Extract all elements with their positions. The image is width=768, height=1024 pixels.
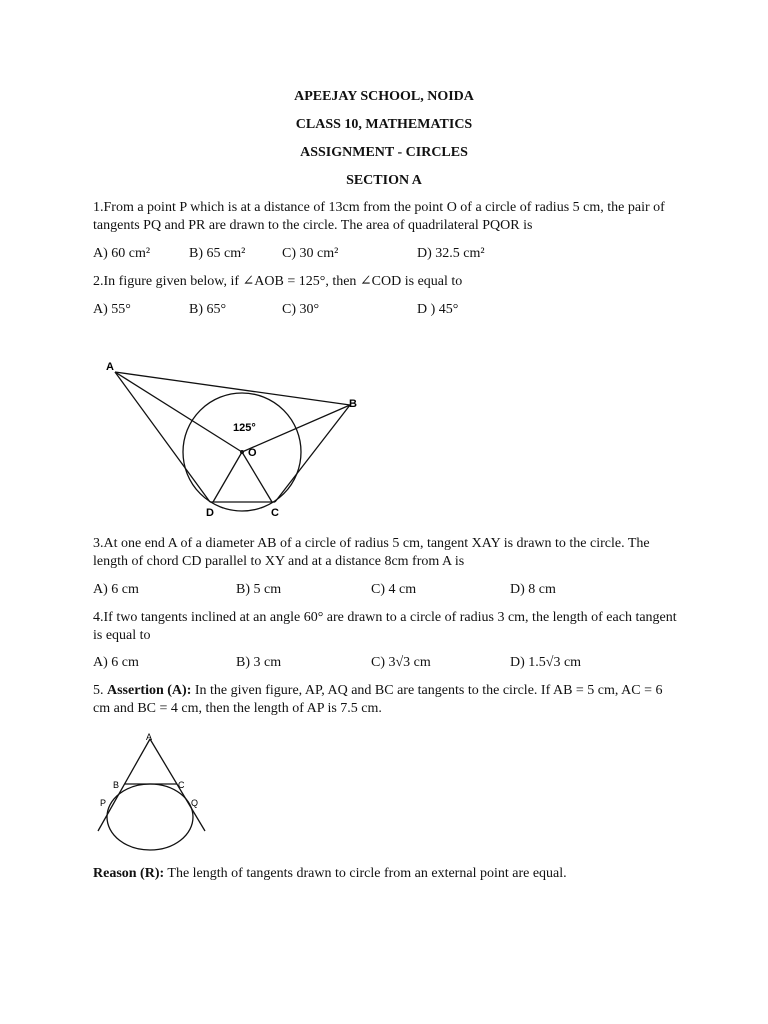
figure-2-circle <box>107 784 193 850</box>
question-2-options <box>93 301 683 319</box>
figure-1-label-d: D <box>206 507 214 519</box>
figure-tangent-triangle-diagram <box>90 728 220 858</box>
figure-1-label-o: O <box>248 447 257 459</box>
figure-1-center-point <box>240 450 244 454</box>
figure-1-segment-od <box>213 452 242 502</box>
figure-1-tangent-ad <box>115 372 210 502</box>
question-4-option-a: A) 6 cm <box>93 655 139 670</box>
figure-1-label-a: A <box>106 361 114 373</box>
question-4-option-c: C) 3√3 cm <box>371 655 431 670</box>
figure-1-label-b: B <box>349 398 357 410</box>
question-1-option-c: C) 30 cm² <box>282 246 339 261</box>
question-3-option-d: D) 8 cm <box>510 582 556 597</box>
section-title: SECTION A <box>346 173 422 188</box>
question-5-reason <box>93 865 683 883</box>
figure-2-label-c: C <box>178 780 185 790</box>
figure-1-angle-label: 125° <box>233 422 256 434</box>
question-4-option-b: B) 3 cm <box>236 655 282 670</box>
reason-text: The length of tangents drawn to circle from an external point are equal. <box>167 866 567 881</box>
figure-2-label-q: Q <box>191 798 199 808</box>
question-1-option-b: B) 65 cm² <box>189 246 246 261</box>
figure-1-tangent-ab <box>115 372 350 405</box>
assertion-label: Assertion (A): <box>107 683 192 698</box>
reason-label: Reason (R): <box>93 866 165 881</box>
figure-1-segment-ob <box>242 405 350 452</box>
question-3-text: 3.At one end A of a diameter AB of a circle of radius 5 cm, tangent XAY is drawn to the circle. The length of chord CD parallel to XY and at a distance 8cm from A is <box>93 536 650 569</box>
question-3-options <box>93 581 683 599</box>
figure-2-label-b: B <box>113 780 120 790</box>
question-1-option-a: A) 60 cm² <box>93 246 151 261</box>
question-4-options <box>93 654 683 672</box>
assignment-title: ASSIGNMENT - CIRCLES <box>300 145 468 160</box>
class-title: CLASS 10, MATHEMATICS <box>295 117 473 132</box>
question-2-option-b: B) 65° <box>189 302 227 317</box>
figure-1-segment-oc <box>242 452 272 502</box>
school-name: APEEJAY SCHOOL, NOIDA <box>294 89 474 104</box>
figure-2-label-a: A <box>146 732 153 742</box>
question-1-text: 1.From a point P which is at a distance of 13cm from the point O of a circle of radius 5 cm, the pair of tangents PQ and PR are drawn to the circle. The area of quadrilateral PQOR is <box>93 200 665 233</box>
figure-1-tangent-bc <box>275 405 350 502</box>
question-2-option-d: D ) 45° <box>417 302 459 317</box>
question-4-text: 4.If two tangents inclined at an angle 60° are drawn to a circle of radius 3 cm, the length of each tangent is equal to <box>93 610 677 643</box>
question-1-options <box>93 245 683 263</box>
figure-aob-tangent-diagram <box>95 355 375 530</box>
assertion-text: In the given figure, AP, AQ and BC are tangents to the circle. If AB = 5 cm, AC = 6 cm and BC = 4 cm, then the length of AP is 7.5 cm. <box>93 683 663 716</box>
question-3-option-b: B) 5 cm <box>236 582 282 597</box>
question-5-assertion <box>93 682 683 718</box>
figure-2-label-p: P <box>100 798 107 808</box>
figure-1-segment-oa <box>115 372 242 452</box>
question-5-number: 5. <box>93 683 104 698</box>
question-2-option-a: A) 55° <box>93 302 131 317</box>
figure-1-label-c: C <box>271 507 279 519</box>
question-1-option-d: D) 32.5 cm² <box>417 246 485 261</box>
question-2-option-c: C) 30° <box>282 302 320 317</box>
question-4-option-d: D) 1.5√3 cm <box>510 655 582 670</box>
question-2-text: 2.In figure given below, if ∠AOB = 125°, then ∠COD is equal to <box>93 274 463 289</box>
question-3-option-a: A) 6 cm <box>93 582 139 597</box>
question-3-option-c: C) 4 cm <box>371 582 417 597</box>
